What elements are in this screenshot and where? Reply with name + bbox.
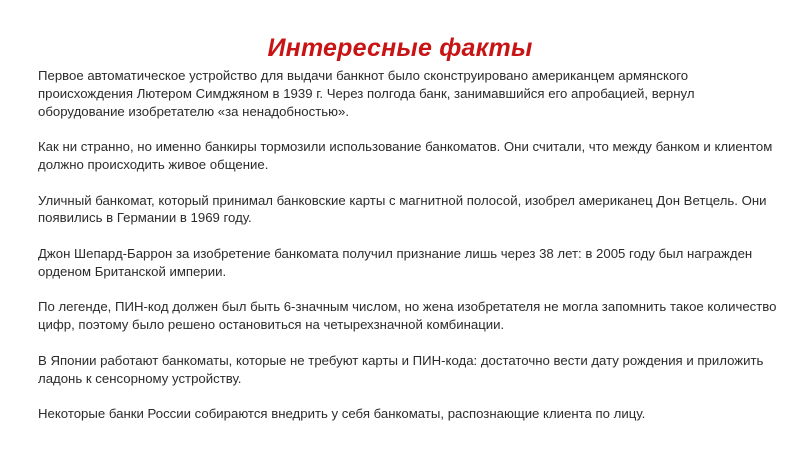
slide-title: Интересные факты xyxy=(267,34,533,62)
paragraph-bankers: Как ни странно, но именно банкиры тормозили использование банкоматов. Они считали, что между банком и клиентом должно происходить живое общение. xyxy=(38,139,773,172)
slide-body xyxy=(38,67,780,423)
paragraph-japan: В Японии работают банкоматы, которые не требуют карты и ПИН-кода: достаточно вести дату рождения и приложить ладонь к сенсорному устройству. xyxy=(38,352,764,386)
paragraph-shepherd-barron: Джон Шепард-Баррон за изобретение банкомата получил признание лишь через 38 лет: в 2005 году был награжден орденом Британской империи. xyxy=(38,245,753,279)
paragraph-street-atm: Уличный банкомат, который принимал банковские карты с магнитной полосой, изобрел американец Дон Ветцель. Они появились в Германии в 1969 году. xyxy=(38,192,767,226)
paragraph-first-atm: Первое автоматическое устройство для выдачи банкнот было сконструировано американцем армянского происхождения Лютером Симджяном в 1939 г. Через полгода банк, занимавшийся его апробацией, вернул оборудование изобретателю «за ненадобностью». xyxy=(38,68,695,119)
paragraph-russia: Некоторые банки России собираются внедрить у себя банкоматы, распознающие клиента по лицу. xyxy=(38,406,646,422)
paragraph-pin-legend: По легенде, ПИН-код должен был быть 6-значным числом, но жена изобретателя не могла запомнить такое количество цифр, поэтому было решено остановиться на четырехзначной комбинации. xyxy=(38,299,777,333)
